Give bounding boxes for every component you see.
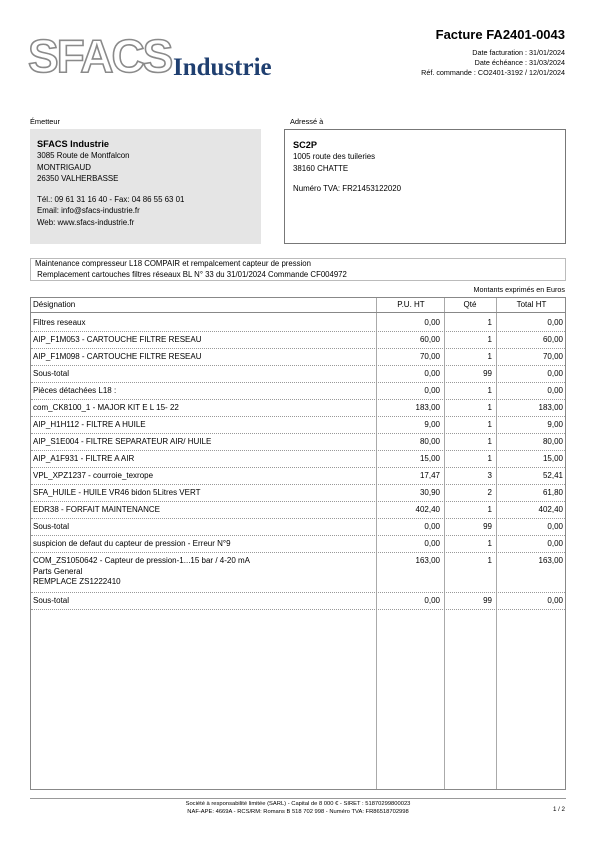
row-quantity: 99 <box>483 369 492 378</box>
table-row <box>31 593 565 610</box>
page-number: 1 / 2 <box>552 806 565 813</box>
row-total: 163,00 <box>538 556 563 565</box>
row-quantity: 1 <box>487 403 492 412</box>
row-unit-price: 0,00 <box>424 318 440 327</box>
row-total: 15,00 <box>542 454 563 463</box>
table-row <box>31 315 565 332</box>
table-row <box>31 468 565 485</box>
emitter-address-line: MONTRIGAUD <box>37 162 91 172</box>
row-designation <box>33 471 376 482</box>
sfacs-logo-graphic <box>28 32 288 82</box>
row-designation <box>33 335 376 346</box>
row-total: 0,00 <box>547 539 563 548</box>
designation-line: AIP_F1M098 - CARTOUCHE FILTRE RESEAU <box>33 352 202 361</box>
designation-line: Sous-total <box>33 369 70 378</box>
row-designation <box>33 437 376 448</box>
row-unit-price: 80,00 <box>419 437 440 446</box>
row-unit-price: 70,00 <box>419 352 440 361</box>
row-unit-price: 163,00 <box>415 556 440 565</box>
designation-line: EDR38 - FORFAIT MAINTENANCE <box>33 505 160 514</box>
designation-line: AIP_A1F931 - FILTRE A AIR <box>33 454 135 463</box>
table-row <box>31 332 565 349</box>
header-total: Total HT <box>516 300 547 309</box>
row-quantity: 1 <box>487 318 492 327</box>
table-row <box>31 349 565 366</box>
company-logo <box>28 32 288 82</box>
table-row <box>31 536 565 553</box>
row-total: 0,00 <box>547 522 563 531</box>
recipient-block <box>284 129 566 244</box>
row-unit-price: 15,00 <box>419 454 440 463</box>
table-row <box>31 553 565 593</box>
row-designation <box>33 420 376 431</box>
designation-line: Sous-total <box>33 596 70 605</box>
emitter-block <box>30 129 261 244</box>
logo-name: Industrie <box>173 54 272 81</box>
designation-line: SFA_HUILE - HUILE VR46 bidon 5Litres VERT <box>33 488 201 497</box>
row-quantity: 2 <box>487 488 492 497</box>
row-designation <box>33 403 376 414</box>
row-total: 52,41 <box>542 471 563 480</box>
currency-note: Montants exprimés en Euros <box>473 285 565 294</box>
table-header <box>31 298 565 313</box>
designation-line: Filtres reseaux <box>33 318 86 327</box>
row-total: 60,00 <box>542 335 563 344</box>
description-line: Maintenance compresseur L18 COMPAIR et rempalcement capteur de pression <box>35 259 311 268</box>
table-row <box>31 400 565 417</box>
invoice-due-date: Date échéance : 31/03/2024 <box>474 58 565 67</box>
table-row <box>31 383 565 400</box>
footer-legal: Société à responsabilité limitée (SARL) - Capital de 8 000 € - SIRET : 51870299800023 <box>185 801 411 807</box>
row-quantity: 1 <box>487 386 492 395</box>
row-unit-price: 0,00 <box>424 386 440 395</box>
order-reference: Réf. commande : CO2401-3192 / 12/01/2024 <box>421 68 565 77</box>
invoice-date: Date facturation : 31/01/2024 <box>472 48 565 57</box>
designation-line: com_CK8100_1 - MAJOR KIT E L 15- 22 <box>33 403 179 412</box>
row-unit-price: 0,00 <box>424 522 440 531</box>
invoice-title: Facture FA2401-0043 <box>435 27 565 42</box>
row-unit-price: 9,00 <box>424 420 440 429</box>
table-row <box>31 434 565 451</box>
table-row <box>31 519 565 536</box>
row-total: 183,00 <box>538 403 563 412</box>
emitter-address-line: 26350 VALHERBASSE <box>37 174 119 183</box>
row-designation <box>33 488 376 499</box>
emitter-label: Émetteur <box>30 117 60 126</box>
logo-mark: SFACS <box>28 32 172 82</box>
designation-line: Parts General <box>33 566 83 576</box>
row-designation <box>33 454 376 465</box>
row-designation <box>33 556 376 588</box>
table-row <box>31 451 565 468</box>
row-quantity: 1 <box>487 505 492 514</box>
designation-line: suspicion de defaut du capteur de pression - Erreur N°9 <box>33 539 231 548</box>
table-row <box>31 417 565 434</box>
header-designation: Désignation <box>33 300 76 309</box>
row-designation <box>33 352 376 363</box>
row-unit-price: 402,40 <box>415 505 440 514</box>
row-quantity: 1 <box>487 437 492 446</box>
row-total: 61,80 <box>542 488 563 497</box>
emitter-phone: Tél.: 09 61 31 16 40 - Fax: 04 86 55 63 01 <box>37 194 185 204</box>
emitter-name: SFACS Industrie <box>37 139 109 149</box>
designation-line: AIP_H1H112 - FILTRE A HUILE <box>33 420 146 429</box>
row-quantity: 3 <box>487 471 492 480</box>
emitter-address-line: 3085 Route de Montfalcon <box>37 151 130 160</box>
row-total: 9,00 <box>547 420 563 429</box>
row-designation <box>33 522 376 533</box>
row-designation <box>33 539 376 550</box>
row-quantity: 99 <box>483 522 492 531</box>
row-quantity: 1 <box>487 454 492 463</box>
row-unit-price: 17,47 <box>419 471 440 480</box>
row-total: 0,00 <box>547 369 563 378</box>
invoice-description <box>30 258 566 281</box>
row-designation <box>33 505 376 516</box>
footer-registration: NAF-APE: 4669A - RCS/RM: Romans B 518 702 998 - Numéro TVA: FR86518702998 <box>187 809 409 815</box>
designation-line: VPL_XPZ1237 - courroie_texrope <box>33 471 154 480</box>
row-quantity: 99 <box>483 596 492 605</box>
row-total: 402,40 <box>538 505 563 514</box>
row-quantity: 1 <box>487 556 492 565</box>
items-table <box>30 297 566 790</box>
row-designation <box>33 369 376 380</box>
table-row <box>31 366 565 383</box>
row-designation <box>33 318 376 329</box>
row-quantity: 1 <box>487 352 492 361</box>
emitter-email: Email: info@sfacs-industrie.fr <box>37 206 140 215</box>
row-unit-price: 183,00 <box>415 403 440 412</box>
designation-line: Sous-total <box>33 522 70 531</box>
row-total: 0,00 <box>547 386 563 395</box>
emitter-web: Web: www.sfacs-industrie.fr <box>37 217 135 227</box>
header-quantity: Qté <box>463 300 477 309</box>
row-designation <box>33 386 376 397</box>
header-unit-price: P.U. HT <box>397 300 425 309</box>
row-unit-price: 30,90 <box>419 488 440 497</box>
row-quantity: 1 <box>487 335 492 344</box>
row-total: 0,00 <box>547 596 563 605</box>
designation-line: COM_ZS1050642 - Capteur de pression-1...15 bar / 4-20 mA <box>33 556 250 565</box>
designation-line: AIP_S1E004 - FILTRE SEPARATEUR AIR/ HUILE <box>33 437 212 446</box>
row-unit-price: 0,00 <box>424 539 440 548</box>
row-unit-price: 0,00 <box>424 369 440 378</box>
row-total: 0,00 <box>547 318 563 327</box>
recipient-address-line: 1005 route des tuileries <box>293 152 376 161</box>
row-designation <box>33 596 376 607</box>
row-total: 80,00 <box>542 437 563 446</box>
row-quantity: 1 <box>487 539 492 548</box>
designation-line: REMPLACE ZS1222410 <box>33 577 121 586</box>
row-total: 70,00 <box>542 352 563 361</box>
row-unit-price: 60,00 <box>419 335 440 344</box>
recipient-name: SC2P <box>293 140 318 150</box>
row-quantity: 1 <box>487 420 492 429</box>
recipient-label: Adressé à <box>290 117 324 126</box>
row-unit-price: 0,00 <box>424 596 440 605</box>
designation-line: Pièces détachées L18 : <box>33 386 117 395</box>
recipient-address-line: 38160 CHATTE <box>293 163 349 173</box>
description-line: Remplacement cartouches filtres réseaux BL N° 33 du 31/01/2024 Commande CF004972 <box>35 269 347 279</box>
table-row <box>31 502 565 519</box>
table-row <box>31 485 565 502</box>
designation-line: AIP_F1M053 - CARTOUCHE FILTRE RESEAU <box>33 335 202 344</box>
recipient-vat: Numéro TVA: FR21453122020 <box>293 184 402 193</box>
